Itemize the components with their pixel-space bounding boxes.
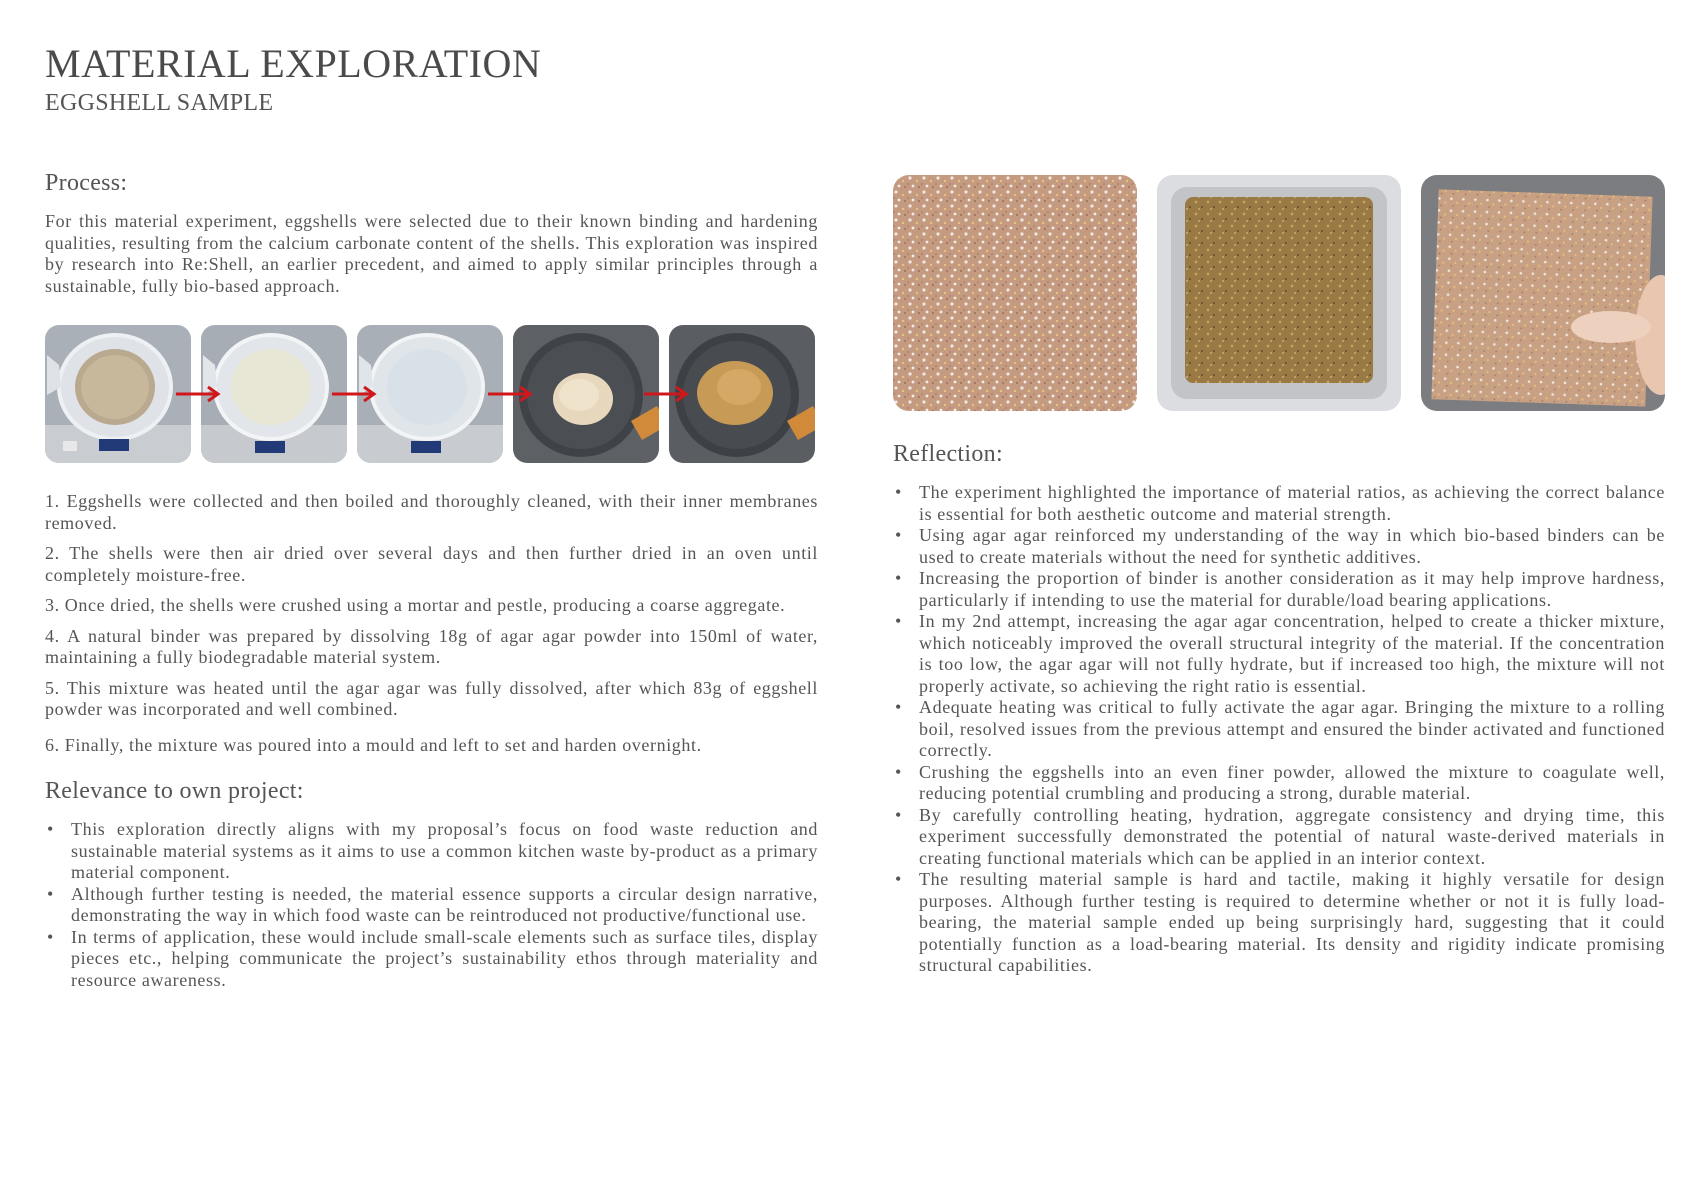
process-photo-strip bbox=[45, 325, 818, 463]
list-item: 4. A natural binder was prepared by dissolving 18g of agar agar powder into 150ml of water, maintaining a fully biodegradable material system. bbox=[45, 625, 818, 667]
arrow-right-icon bbox=[332, 385, 380, 403]
list-item: • This exploration directly aligns with my proposal’s focus on food waste reduction and sustainable material systems as it aims to use a common kitchen waste by-product as a primary material component. bbox=[45, 819, 818, 884]
process-intro: For this material experiment, eggshells were selected due to their known binding and hardening qualities, resulting from the calcium carbonate content of the shells. This exploration was inspired by research into Re:Shell, an earlier precedent, and aimed to apply similar principles through a sustainable, fully bio-based approach. bbox=[45, 211, 818, 296]
list-item: • Although further testing is needed, the material essence supports a circular design narrative, demonstrating the way in which food waste can be reintroduced not productive/functional use. bbox=[45, 884, 818, 927]
arrow-right-icon bbox=[644, 385, 692, 403]
list-item: 3. Once dried, the shells were crushed using a mortar and pestle, producing a coarse aggregate. bbox=[45, 595, 786, 615]
list-item: • By carefully controlling heating, hydration, aggregate consistency and drying time, this experiment successfully demonstrated the potential of natural waste-derived materials in creating functional materials which can be applied in an interior context. bbox=[893, 805, 1665, 870]
process-photo-crushed-shells bbox=[45, 325, 191, 463]
right-column bbox=[893, 175, 1665, 977]
list-item: • In my 2nd attempt, increasing the agar agar concentration, helped to create a thicker mixture, which noticeably improved the overall structural integrity of the material. If the concentration is too low, the agar agar will not fully hydrate, but if increased too high, the mixture will not properly activate, so achieving the right ratio is essential. bbox=[893, 611, 1665, 697]
list-item: • Crushing the eggshells into an even finer powder, allowed the mixture to coagulate well, reducing potential crumbling and producing a strong, durable material. bbox=[893, 762, 1665, 805]
list-item: 1. Eggshells were collected and then boiled and thoroughly cleaned, with their inner membranes removed. bbox=[45, 491, 818, 533]
list-item: • Increasing the proportion of binder is another consideration as it may help improve hardness, particularly if intending to use the material for durable/load bearing applications. bbox=[893, 568, 1665, 611]
list-item: 2. The shells were then air dried over several days and then further dried in an oven until completely moisture-free. bbox=[45, 543, 818, 585]
process-heading: Process: bbox=[45, 170, 128, 196]
list-item: • The resulting material sample is hard and tactile, making it highly versatile for design purposes. Although further testing is required to determine whether or not it is fully load-bearing, the material sample ended up being surprisingly hard, suggesting that it could potentially function as a load-bearing material. Its density and rigidity indicate promising structural capabilities. bbox=[893, 869, 1665, 977]
list-item: • Adequate heating was critical to fully activate the agar agar. Bringing the mixture to a rolling boil, resolved issues from the previous attempt and ensured the binder activated and functioned correctly. bbox=[893, 697, 1665, 762]
sample-photos bbox=[893, 175, 1665, 411]
page-title: MATERIAL EXPLORATION bbox=[45, 41, 542, 86]
list-item: • Using agar agar reinforced my understanding of the way in which bio-based binders can be used to create materials without the need for synthetic additives. bbox=[893, 525, 1665, 568]
list-item: • In terms of application, these would include small-scale elements such as surface tiles, display pieces etc., helping communicate the project’s sustainability ethos through materiality and resource awareness. bbox=[45, 927, 818, 992]
list-item: 5. This mixture was heated until the agar agar was fully dissolved, after which 83g of eggshell powder was incorporated and well combined. bbox=[45, 677, 818, 719]
page-subtitle: EGGSHELL SAMPLE bbox=[45, 90, 274, 116]
reflection-heading: Reflection: bbox=[893, 441, 1003, 467]
sample-photo-hand bbox=[1421, 175, 1665, 411]
relevance-bullets bbox=[45, 819, 818, 991]
arrow-right-icon bbox=[488, 385, 536, 403]
list-item: 6. Finally, the mixture was poured into a mould and left to set and harden overnight. bbox=[45, 734, 702, 755]
arrow-right-icon bbox=[176, 385, 224, 403]
left-column bbox=[45, 170, 818, 991]
process-steps bbox=[45, 491, 818, 756]
relevance-heading: Relevance to own project: bbox=[45, 778, 304, 804]
list-item: • The experiment highlighted the importance of material ratios, as achieving the correct balance is essential for both aesthetic outcome and material strength. bbox=[893, 482, 1665, 525]
sample-photo-mould bbox=[1157, 175, 1401, 411]
sample-photo-texture bbox=[893, 175, 1137, 411]
reflection-bullets bbox=[893, 482, 1665, 977]
